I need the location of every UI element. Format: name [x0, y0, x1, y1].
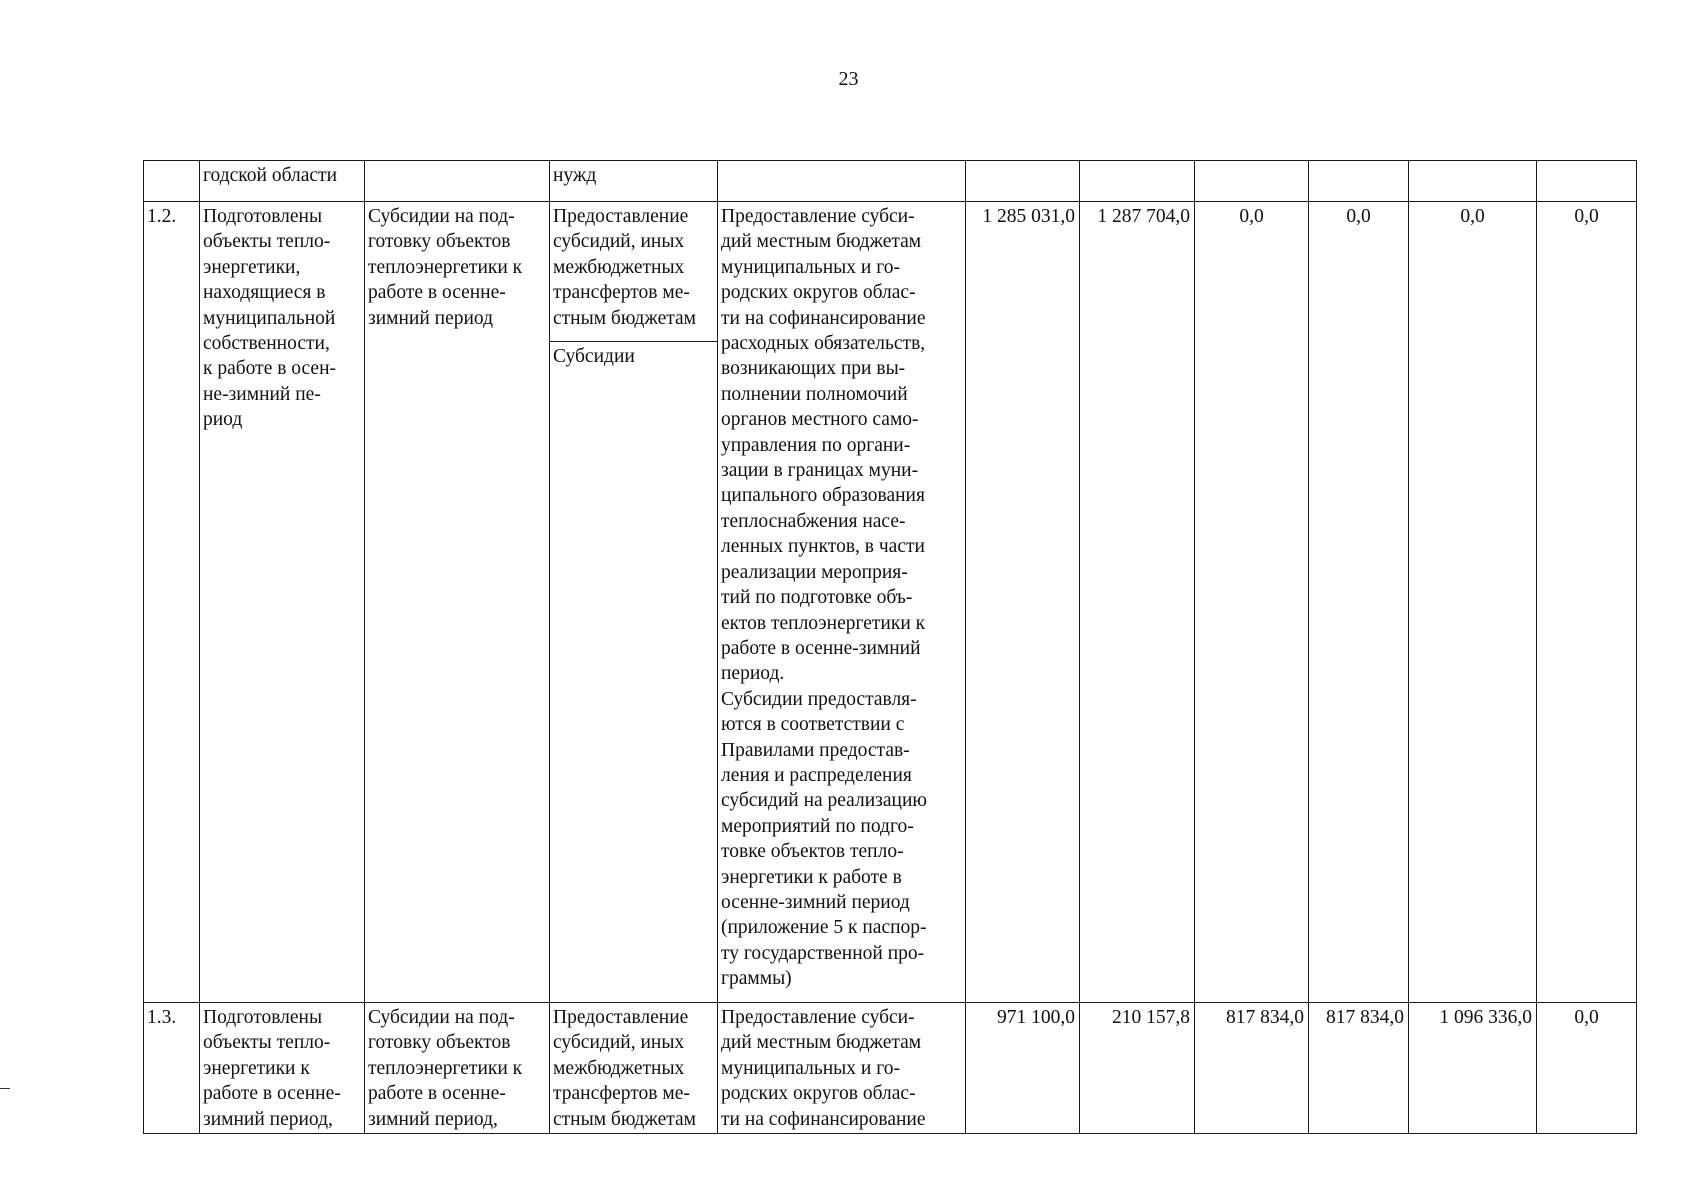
- cell-value-2: 1 287 704,0: [1080, 202, 1195, 1003]
- cell-description: Предоставление субси- дий местным бюджетам муниципальных и го- родских округов облас- ти на софинансирование: [718, 1003, 966, 1134]
- table-row-continuation: [144, 161, 1637, 202]
- cell-type-subsidies: Субсидии: [550, 342, 718, 1003]
- cell-value-3: [1195, 161, 1309, 202]
- cell-value-6: 0,0: [1537, 202, 1637, 1003]
- cell-value-1: 971 100,0: [966, 1003, 1080, 1134]
- cell-value-5: [1409, 161, 1537, 202]
- cell-value-5: 0,0: [1409, 202, 1537, 1003]
- cell-description: Предоставление субси- дий местным бюджетам муниципальных и го- родских округов облас- ти на софинансирование расходных обязательств, возникающих при вы- полнении полномочий органов местного само- управления по органи- зации в границах муни- ципального образования теплоснабжения насе- ленных пунктов, в части реализации мероприя- тий по подготовке объ- ектов теплоэнергетики к работе в осенне-зимний период. Субсидии предоставля- ются в соответствии с Правилами предостав- ления и распределения субсидий на реализацию мероприятий по подго- товке объектов тепло- энергетики к работе в осенне-зимний период (приложение 5 к паспор- ту государственной про- граммы): [718, 202, 966, 1003]
- cell-description: [718, 161, 966, 202]
- cell-value-4: 817 834,0: [1309, 1003, 1409, 1134]
- cell-value-4: 0,0: [1309, 202, 1409, 1003]
- cell-index: 1.2.: [144, 202, 200, 1003]
- table-row-1-3: [144, 1003, 1637, 1134]
- cell-measure: Субсидии на под- готовку объектов теплоэнергетики к работе в осенне- зимний период,: [365, 1003, 550, 1134]
- cell-value-6: 0,0: [1537, 1003, 1637, 1134]
- cell-result: Подготовлены объекты тепло- энергетики к работе в осенне- зимний период,: [200, 1003, 365, 1134]
- page-number: 23: [838, 68, 859, 90]
- cell-measure: [365, 161, 550, 202]
- table-row-1-2: [144, 202, 1637, 342]
- scan-edge-mark: [0, 1088, 10, 1089]
- cell-value-2: 210 157,8: [1080, 1003, 1195, 1134]
- cell-index: 1.3.: [144, 1003, 200, 1134]
- cell-value-6: [1537, 161, 1637, 202]
- cell-value-5: 1 096 336,0: [1409, 1003, 1537, 1134]
- cell-value-1: 1 285 031,0: [966, 202, 1080, 1003]
- cell-value-3: 0,0: [1195, 202, 1309, 1003]
- cell-value-3: 817 834,0: [1195, 1003, 1309, 1134]
- cell-result: годской области: [200, 161, 365, 202]
- cell-measure: Субсидии на под- готовку объектов теплоэнергетики к работе в осенне- зимний период: [365, 202, 550, 1003]
- cell-value-2: [1080, 161, 1195, 202]
- cell-result: Подготовлены объекты тепло- энергетики, находящиеся в муниципальной собственности, к работе в осен- не-зимний пе- риод: [200, 202, 365, 1003]
- cell-type: Предоставление субсидий, иных межбюджетных трансфертов ме- стным бюджетам: [550, 1003, 718, 1134]
- cell-type: нужд: [550, 161, 718, 202]
- cell-value-1: [966, 161, 1080, 202]
- cell-index: [144, 161, 200, 202]
- cell-value-4: [1309, 161, 1409, 202]
- cell-type: Предоставление субсидий, иных межбюджетных трансфертов ме- стным бюджетам: [550, 202, 718, 342]
- program-measures-table: [143, 160, 1637, 1134]
